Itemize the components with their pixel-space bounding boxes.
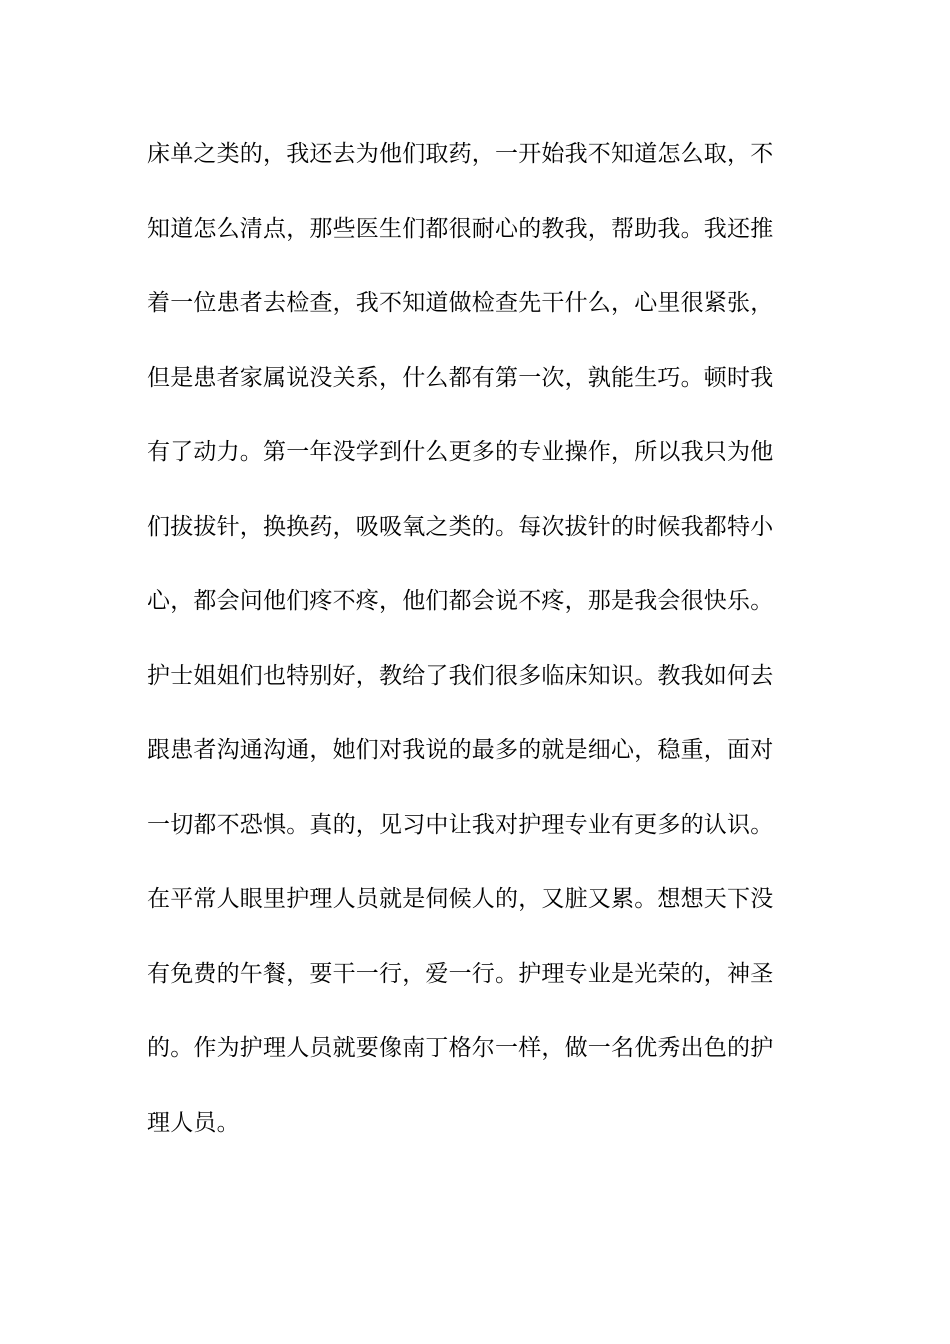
text-line: 有了动力。第一年没学到什么更多的专业操作，所以我只为他: [147, 439, 774, 465]
text-line: 们拔拔针，换换药，吸吸氧之类的。每次拔针的时候我都特小: [147, 513, 774, 540]
text-line: 跟患者沟通沟通，她们对我说的最多的就是细心，稳重，面对: [147, 737, 774, 763]
text-line: 在平常人眼里护理人员就是伺候人的，又脏又累。想想天下没: [147, 886, 774, 912]
text-line: 但是患者家属说没关系，什么都有第一次，孰能生巧。顿时我: [147, 364, 774, 391]
text-line: 床单之类的，我还去为他们取药，一开始我不知道怎么取，不: [147, 141, 774, 167]
body-text: [147, 132, 807, 1175]
text-line: 有免费的午餐，要干一行，爱一行。护理专业是光荣的，神圣: [147, 960, 774, 987]
text-line: 知道怎么清点，那些医生们都很耐心的教我，帮助我。我还推: [147, 215, 774, 242]
text-line: 着一位患者去检查，我不知道做检查先干什么，心里很紧张，: [147, 290, 774, 316]
text-line: 一切都不恐惧。真的，见习中让我对护理专业有更多的认识。: [147, 811, 774, 838]
text-line: 的。作为护理人员就要像南丁格尔一样，做一名优秀出色的护: [147, 1035, 774, 1061]
text-line: 心，都会问他们疼不疼，他们都会说不疼，那是我会很快乐。: [147, 588, 774, 614]
text-line: 护士姐姐们也特别好，教给了我们很多临床知识。教我如何去: [147, 662, 774, 689]
text-line: 理人员。: [147, 1109, 240, 1136]
